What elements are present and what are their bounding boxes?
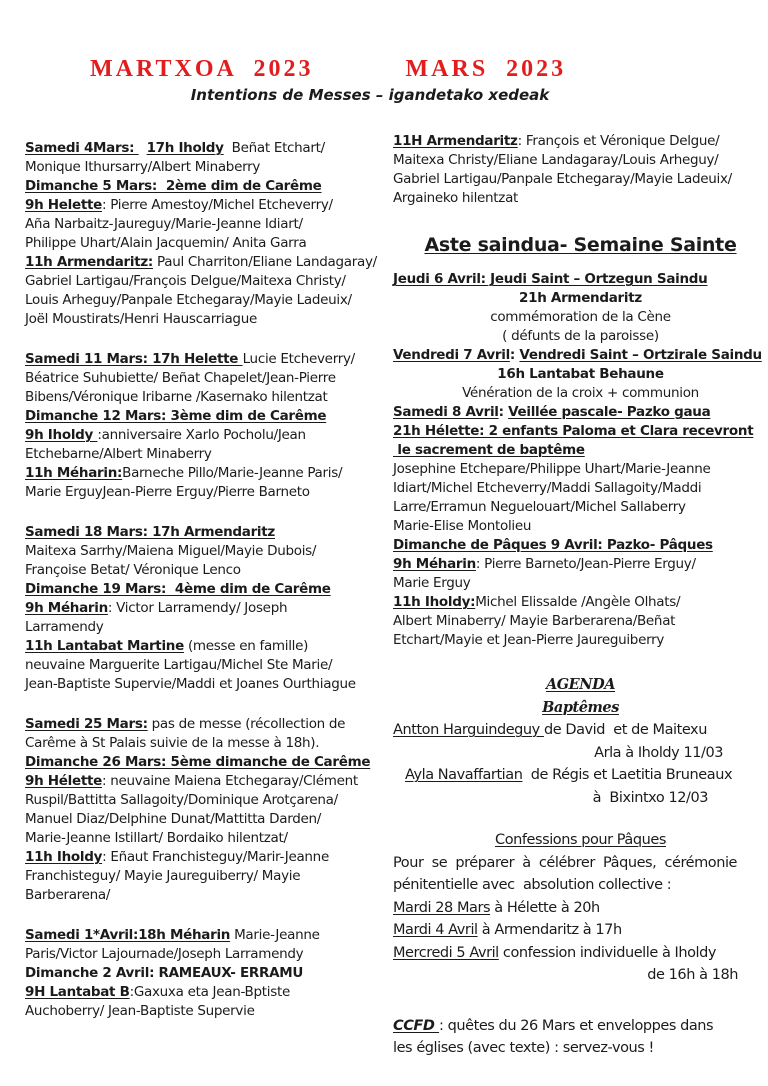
text-line xyxy=(393,764,768,787)
text-run: Vénération de la croix + communion xyxy=(462,385,699,401)
text-run: Samedi 1*Avril:18h Méharin xyxy=(25,927,231,943)
text-run: Etchebarne/Albert Minaberry xyxy=(25,446,212,462)
text-run: Dimanche 2 Avril: RAMEAUX- ERRAMU xyxy=(25,965,304,981)
text-run: Barberarena/ xyxy=(25,887,111,903)
holy-week-heading xyxy=(393,232,768,258)
text-line xyxy=(393,942,768,965)
text-line xyxy=(25,886,393,905)
text-line xyxy=(393,365,768,384)
text-run: Joël Moustirats/Henri Hauscarriague xyxy=(25,311,257,327)
text-run: Dimanche 19 Mars: 4ème dim de Carême xyxy=(25,581,331,597)
text-run: Paris/Victor Lajournade/Joseph Larramendy xyxy=(25,946,304,962)
text-line xyxy=(393,612,768,631)
text-run: Dimanche 26 Mars: 5ème dimanche de Carême xyxy=(25,754,371,770)
text-run: Philippe Uhart/Alain Jacquemin/ Anita Garra xyxy=(25,235,307,251)
text-run: Marie-Jeanne xyxy=(230,927,320,943)
text-run: Lucie Etcheverry/ xyxy=(242,351,355,367)
text-run: Mercredi 5 Avril xyxy=(393,944,499,961)
text-run: Arla à Iholdy 11/03 xyxy=(594,744,723,761)
text-line xyxy=(25,177,393,196)
text-run: Samedi 11 Mars: 17h Helette xyxy=(25,351,243,367)
text-run: Antton Harguindeguy xyxy=(393,722,544,738)
text-run: confession individuelle à Iholdy xyxy=(498,944,717,961)
text-run: Larre/Erramun Neguelouart/Michel Sallaberry xyxy=(393,499,686,515)
text-run: Louis Arheguy/Panpale Etchegaray/Mayie Ladeuix/ xyxy=(25,292,352,308)
document-subtitle: Intentions de Messes – igandetako xedeak xyxy=(190,86,550,104)
text-line xyxy=(25,426,393,445)
text-line xyxy=(25,829,393,848)
text-line xyxy=(393,132,768,151)
text-run: Pour se préparer à célébrer Pâques, cérémonie xyxy=(393,854,738,871)
text-line xyxy=(393,897,768,920)
text-line xyxy=(25,791,393,810)
text-run: Carême à St Palais suivie de la messe à 18h). xyxy=(25,735,320,751)
text-run: Mardi 4 Avril xyxy=(393,922,478,938)
title-french: MARS 2023 xyxy=(405,56,567,82)
text-run: Marie-Jeanne Istillart/ Bordaiko hilentzat/ xyxy=(25,830,288,846)
text-run: ( défunts de la paroisse) xyxy=(502,328,659,344)
text-line xyxy=(393,787,768,810)
text-run: Franchisteguy/ Mayie Jaureguiberry/ Mayie xyxy=(25,868,301,884)
text-run: : xyxy=(509,347,520,363)
text-run: Ayla Navaffartian xyxy=(405,767,523,783)
text-run: : François et Véronique Delgue/ xyxy=(517,133,720,149)
text-run: de Régis et Laetitia Bruneaux xyxy=(522,767,733,783)
text-run: Gabriel Lartigau/Panpale Etchegaray/Mayie Ladeuix/ xyxy=(393,171,732,187)
text-line xyxy=(25,637,393,656)
text-run: à Hélette à 20h xyxy=(490,899,600,916)
text-run: : Pierre Barneto/Jean-Pierre Erguy/ xyxy=(475,556,696,572)
text-line xyxy=(25,196,393,215)
text-line xyxy=(25,867,393,886)
text-run: 9h Hélette xyxy=(25,773,103,789)
text-run: Marie ErguyJean-Pierre Erguy/Pierre Barneto xyxy=(25,484,310,500)
text-run: : Pierre Amestoy/Michel Etcheverry/ xyxy=(102,197,333,213)
text-line xyxy=(393,498,768,517)
text-run: Dimanche de Pâques 9 Avril: Pazko- Pâques xyxy=(393,537,713,553)
text-run: Jeudi 6 Avril: Jeudi Saint – Ortzegun Saindu xyxy=(393,271,708,287)
text-line xyxy=(25,675,393,694)
week-mar-4-5 xyxy=(25,139,393,329)
text-run: 16h Lantabat Behaune xyxy=(497,366,664,382)
text-run: Aste saindua- Semaine Sainte xyxy=(424,234,737,256)
text-run: 9h Méharin xyxy=(393,556,476,572)
text-run: 11h Méharin: xyxy=(25,465,123,481)
text-run: Argaineko hilentzat xyxy=(393,190,519,206)
text-run: 9h Méharin xyxy=(25,600,108,616)
text-line xyxy=(393,919,768,942)
left-column xyxy=(25,132,393,1060)
text-run: Gabriel Lartigau/François Delgue/Maitexa Christy/ xyxy=(25,273,346,289)
text-line xyxy=(25,542,393,561)
text-line xyxy=(393,189,768,208)
text-line xyxy=(393,829,768,852)
text-line xyxy=(25,215,393,234)
text-run: 17h Iholdy xyxy=(146,140,224,156)
text-run: Etchart/Mayie et Jean-Pierre Jaureguiberry xyxy=(393,632,665,648)
text-line xyxy=(393,289,768,308)
text-line xyxy=(393,460,768,479)
text-line xyxy=(25,618,393,637)
text-line xyxy=(25,848,393,867)
text-line xyxy=(25,772,393,791)
right-column xyxy=(393,132,768,1060)
text-line xyxy=(393,631,768,650)
text-line xyxy=(393,232,768,258)
text-line xyxy=(25,445,393,464)
confessions-paques xyxy=(393,829,768,987)
text-run: Albert Minaberry/ Mayie Barberarena/Beñat xyxy=(393,613,676,629)
text-line xyxy=(25,1002,393,1021)
text-run: Josephine Etchepare/Philippe Uhart/Marie-Jeanne xyxy=(393,461,711,477)
text-line xyxy=(393,327,768,346)
text-run: 9h Helette xyxy=(25,197,103,213)
text-run: 9h Iholdy xyxy=(25,427,98,443)
text-line xyxy=(25,753,393,772)
text-line xyxy=(25,407,393,426)
text-run: 11h Lantabat Martine xyxy=(25,638,184,654)
text-run: Monique Ithursarry/Albert Minaberry xyxy=(25,159,261,175)
week-mar-25-26 xyxy=(25,715,393,905)
text-run: le sacrement de baptême xyxy=(393,442,585,458)
document-header xyxy=(0,0,768,104)
text-line xyxy=(393,384,768,403)
text-run: Jean-Baptiste Supervie/Maddi et Joanes Ourthiague xyxy=(25,676,356,692)
two-column-body xyxy=(0,132,768,1060)
text-line xyxy=(25,350,393,369)
text-line xyxy=(25,139,393,158)
text-run: : xyxy=(498,404,509,420)
text-run: Bibens/Véronique Iribarne /Kasernako hilentzat xyxy=(25,389,328,405)
text-run: : quêtes du 26 Mars et enveloppes dans xyxy=(439,1017,714,1034)
text-line xyxy=(393,422,768,441)
text-line xyxy=(393,170,768,189)
text-run: : Victor Larramendy/ Joseph xyxy=(107,600,288,616)
text-run: Samedi 18 Mars: 17h Armendaritz xyxy=(25,524,275,540)
text-line xyxy=(393,1037,768,1060)
text-run: Beñat Etchart/ xyxy=(223,140,325,156)
text-line xyxy=(393,964,768,987)
text-run: CCFD xyxy=(393,1017,440,1034)
text-run: :anniversaire Xarlo Pocholu/Jean xyxy=(97,427,306,443)
text-line xyxy=(393,151,768,170)
week-mar-11-12 xyxy=(25,350,393,502)
text-run: à Armendaritz à 17h xyxy=(477,922,622,938)
text-line xyxy=(25,464,393,483)
text-run: Mardi 28 Mars xyxy=(393,899,491,916)
text-run: 11H Armendaritz xyxy=(393,133,518,149)
text-line xyxy=(25,926,393,945)
text-run: 21h Armendaritz xyxy=(519,290,642,306)
text-line xyxy=(393,308,768,327)
text-line xyxy=(25,983,393,1002)
text-run: Maitexa Christy/Eliane Landagaray/Louis Arheguy/ xyxy=(393,152,719,168)
armendaritz-intentions-mar-5 xyxy=(393,132,768,208)
text-run: Vendredi Saint – Ortzirale Saindu xyxy=(519,347,762,363)
text-run: Samedi 25 Mars: xyxy=(25,716,148,732)
text-line xyxy=(393,593,768,612)
text-line xyxy=(393,1015,768,1038)
text-line xyxy=(25,810,393,829)
text-run: Larramendy xyxy=(25,619,104,635)
holy-week-schedule xyxy=(393,270,768,650)
title-basque: MARTXOA 2023 xyxy=(90,56,314,82)
text-line xyxy=(25,253,393,272)
text-line xyxy=(393,479,768,498)
text-run: les églises (avec texte) : servez-vous ! xyxy=(393,1040,654,1056)
text-line xyxy=(25,388,393,407)
text-run: Marie-Elise Montolieu xyxy=(393,518,532,534)
text-line xyxy=(25,945,393,964)
text-run: Samedi 8 Avril xyxy=(393,404,499,420)
week-mar-18-19 xyxy=(25,523,393,694)
text-run: pénitentielle avec absolution collective : xyxy=(393,877,672,893)
text-run: Dimanche 12 Mars: 3ème dim de Carême xyxy=(25,408,327,424)
text-run: 9H Lantabat B xyxy=(25,984,130,1000)
text-line xyxy=(393,555,768,574)
text-line xyxy=(393,270,768,289)
text-run: Michel Elissalde /Angèle Olhats/ xyxy=(475,594,681,610)
text-line xyxy=(393,403,768,422)
text-line xyxy=(25,561,393,580)
text-run: AGENDA xyxy=(545,676,616,693)
text-run: à Bixintxo 12/03 xyxy=(592,789,708,806)
agenda-baptemes xyxy=(393,674,768,809)
text-run: Béatrice Suhubiette/ Beñat Chapelet/Jean-Pierre xyxy=(25,370,336,386)
text-run: de 16h à 18h xyxy=(647,967,738,983)
text-run: Idiart/Michel Etcheverry/Maddi Sallagoity/Maddi xyxy=(393,480,702,496)
text-run: Confessions pour Pâques xyxy=(495,832,666,848)
text-run: de David et de Maitexu xyxy=(543,722,707,738)
text-run: 11h Iholdy: xyxy=(393,594,476,610)
text-line xyxy=(25,158,393,177)
text-line xyxy=(393,719,768,742)
text-run: Maitexa Sarrhy/Maiena Miguel/Mayie Dubois/ xyxy=(25,543,317,559)
title-row xyxy=(0,56,768,83)
text-run xyxy=(139,140,147,156)
text-run: Françoise Betat/ Véronique Lenco xyxy=(25,562,241,578)
text-line xyxy=(393,697,768,720)
text-line xyxy=(393,852,768,875)
text-run: pas de messe (récollection de xyxy=(147,716,346,732)
text-run: Dimanche 5 Mars: 2ème dim de Carême xyxy=(25,178,322,194)
text-run: (messe en famille) xyxy=(183,638,309,654)
text-run: Paul Charriton/Eliane Landagaray/ xyxy=(153,254,377,270)
text-line xyxy=(393,536,768,555)
text-line xyxy=(393,441,768,460)
text-line xyxy=(25,272,393,291)
text-line xyxy=(25,599,393,618)
text-line xyxy=(25,369,393,388)
text-line xyxy=(25,310,393,329)
text-run: : neuvaine Maiena Etchegaray/Clément xyxy=(102,773,358,789)
text-line xyxy=(393,517,768,536)
text-run: Ruspil/Battitta Sallagoity/Dominique Arotçarena/ xyxy=(25,792,338,808)
week-apr-1-2 xyxy=(25,926,393,1021)
text-run: 11h Iholdy xyxy=(25,849,103,865)
text-run: neuvaine Marguerite Lartigau/Michel Ste Marie/ xyxy=(25,657,333,673)
text-run: commémoration de la Cène xyxy=(490,309,671,325)
text-line xyxy=(393,674,768,697)
text-run: Vendredi 7 Avril xyxy=(393,347,510,363)
text-line xyxy=(25,483,393,502)
text-line xyxy=(393,346,768,365)
text-line xyxy=(25,964,393,983)
text-run: Marie Erguy xyxy=(393,575,471,591)
text-line xyxy=(393,574,768,593)
text-line xyxy=(25,523,393,542)
text-line xyxy=(25,580,393,599)
text-run: Barneche Pillo/Marie-Jeanne Paris/ xyxy=(122,465,343,481)
text-line xyxy=(25,715,393,734)
text-run: Veillée pascale- Pazko gaua xyxy=(508,404,711,420)
text-line xyxy=(393,742,768,765)
text-run: 11h Armendaritz: xyxy=(25,254,154,270)
text-line xyxy=(25,291,393,310)
text-line xyxy=(393,874,768,897)
text-line xyxy=(25,734,393,753)
text-run: :Gaxuxa eta Jean-Bptiste xyxy=(129,984,290,1000)
text-run: Manuel Diaz/Delphine Dunat/Mattitta Darden/ xyxy=(25,811,322,827)
text-run: Baptêmes xyxy=(542,698,619,716)
text-run: Aña Narbaitz-Jaureguy/Marie-Jeanne Idiart/ xyxy=(25,216,303,232)
text-run: 21h Hélette: 2 enfants Paloma et Clara recevront xyxy=(393,423,754,439)
ccfd-notice xyxy=(393,1015,768,1060)
text-run: : Eñaut Franchisteguy/Marir-Jeanne xyxy=(102,849,329,865)
text-line xyxy=(25,656,393,675)
text-run: Auchoberry/ Jean-Baptiste Supervie xyxy=(25,1003,255,1019)
text-line xyxy=(25,234,393,253)
text-run: Samedi 4Mars: xyxy=(25,140,139,156)
